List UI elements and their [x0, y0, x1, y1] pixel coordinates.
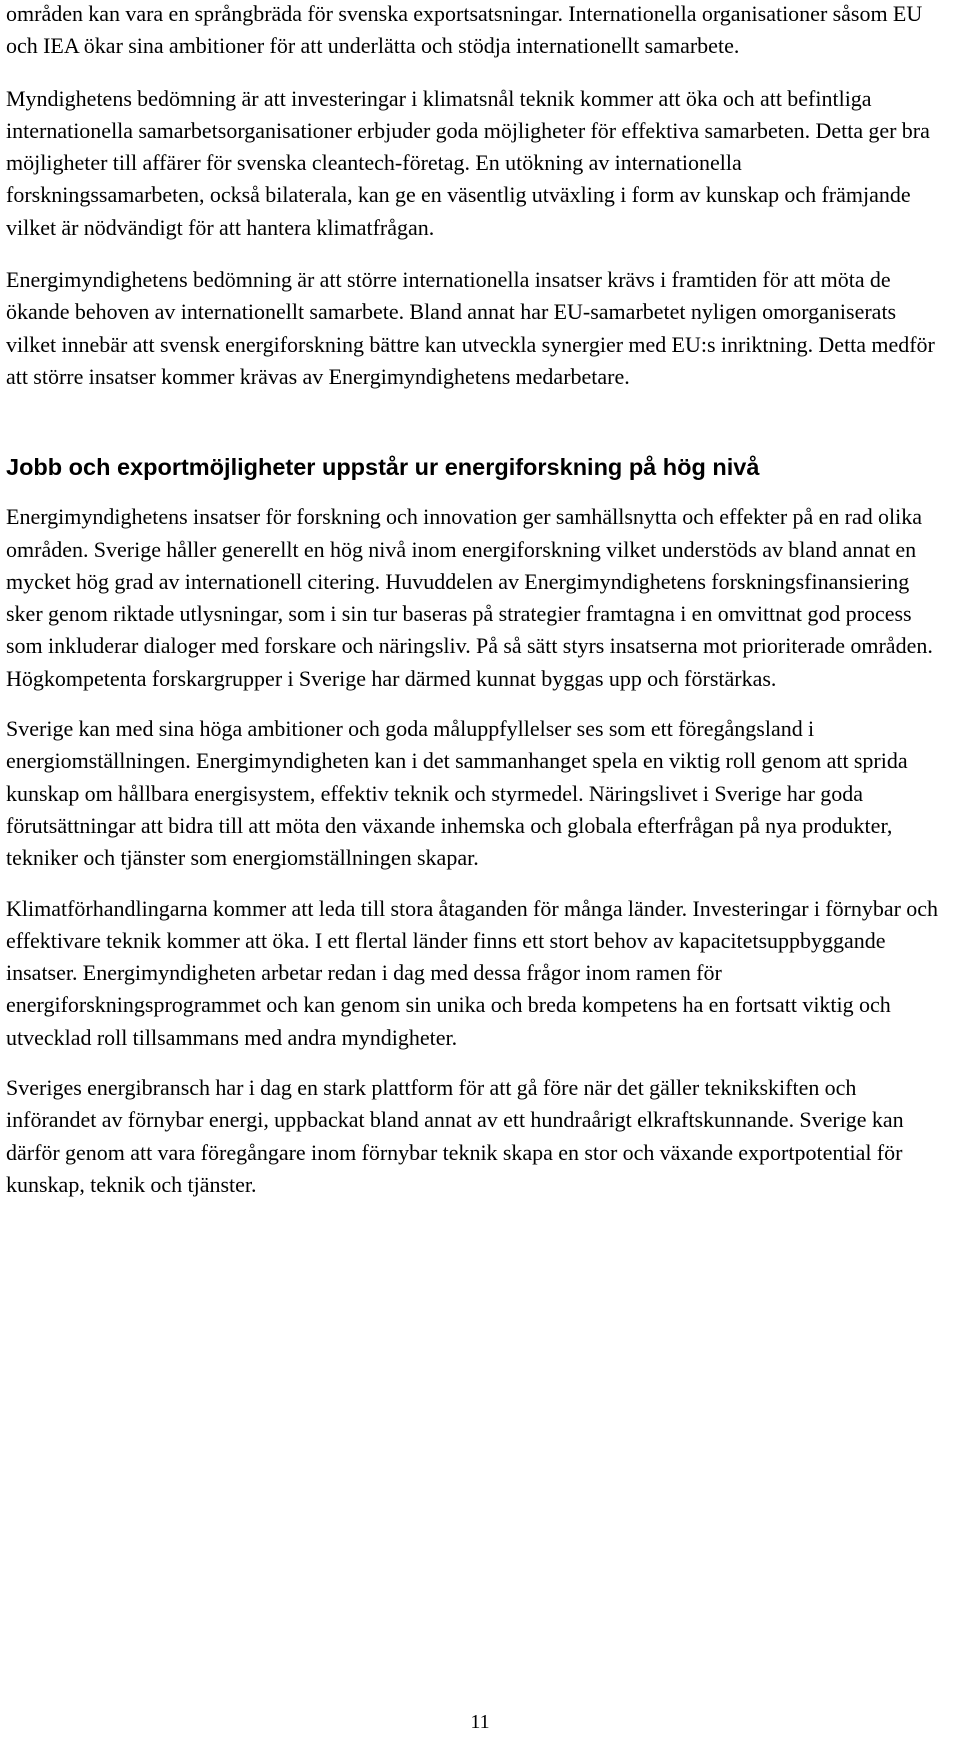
body-paragraph: områden kan vara en språngbräda för svenska exportsatsningar. Internationella organisationer såsom EU och IEA ökar sina ambitioner för att underlätta och stödja internationellt samarbete. [6, 1, 923, 59]
body-paragraph: Myndighetens bedömning är att investeringar i klimatsnål teknik kommer att öka och att befintliga internationella samarbetsorganisationer erbjuder goda möjligheter för effektiva samarbeten. Detta ger bra möjligheter till affärer för svenska cleantech-företag. En utökning av internationella forskningssamarbeten, också bilaterala, kan ge en väsentlig utväxling i form av kunskap och främjande vilket är nödvändigt för att hantera klimatfrågan. [6, 85, 930, 240]
page-number: 11 [470, 1711, 490, 1733]
document-body [6, 0, 942, 1201]
section-heading: Jobb och exportmöjligheter uppstår ur energiforskning på hög nivå [6, 454, 760, 481]
body-paragraph: Klimatförhandlingarna kommer att leda till stora åtaganden för många länder. Investeringar i förnybar och effektivare teknik kommer att öka. I ett flertal länder finns ett stort behov av kapacitetsuppbyggande insatser. Energimyndigheten arbetar redan i dag med dessa frågor inom ramen för energiforskningsprogrammet och kan genom sin unika och breda kompetens ha en fortsatt viktig och utvecklad roll tillsammans med andra myndigheter. [6, 895, 939, 1050]
body-paragraph: Energimyndighetens insatser för forskning och innovation ger samhällsnytta och effekter på en rad olika områden. Sverige håller generellt en hög nivå inom energiforskning vilket understöds av bland annat en mycket hög grad av internationell citering. Huvuddelen av Energimyndighetens forskningsfinansiering sker genom riktade utlysningar, som i sin tur baseras på strategier framtagna i en omvittnat god process som inkluderar dialoger med forskare och näringsliv. På så sätt styrs insatserna mot prioriterade områden. Högkompetenta forskargrupper i Sverige har därmed kunnat byggas upp och förstärkas. [6, 504, 933, 691]
body-paragraph: Sveriges energibransch har i dag en stark plattform för att gå före när det gäller teknikskiften och införandet av förnybar energi, uppbackat bland annat av ett hundraårigt elkraftskunnande. Sverige kan därför genom att vara föregångare inom förnybar teknik skapa en stor och växande exportpotential för kunskap, teknik och tjänster. [6, 1075, 904, 1197]
body-paragraph: Sverige kan med sina höga ambitioner och goda måluppfyllelser ses som ett föregångsland i energiomställningen. Energimyndigheten kan i det sammanhanget spela en viktig roll genom att sprida kunskap om hållbara energisystem, effektiv teknik och styrmedel. Näringslivet i Sverige har goda förutsättningar att bidra till att möta den växande inhemska och globala efterfrågan på nya produkter, tekniker och tjänster som energiomställningen skapar. [6, 716, 908, 871]
body-paragraph: Energimyndighetens bedömning är att större internationella insatser krävs i framtiden för att möta de ökande behoven av internationellt samarbete. Bland annat har EU-samarbetet nyligen omorganiserats vilket innebär att svensk energiforskning bättre kan utveckla synergier med EU:s inriktning. Detta medför att större insatser kommer krävas av Energimyndighetens medarbetare. [6, 267, 935, 389]
